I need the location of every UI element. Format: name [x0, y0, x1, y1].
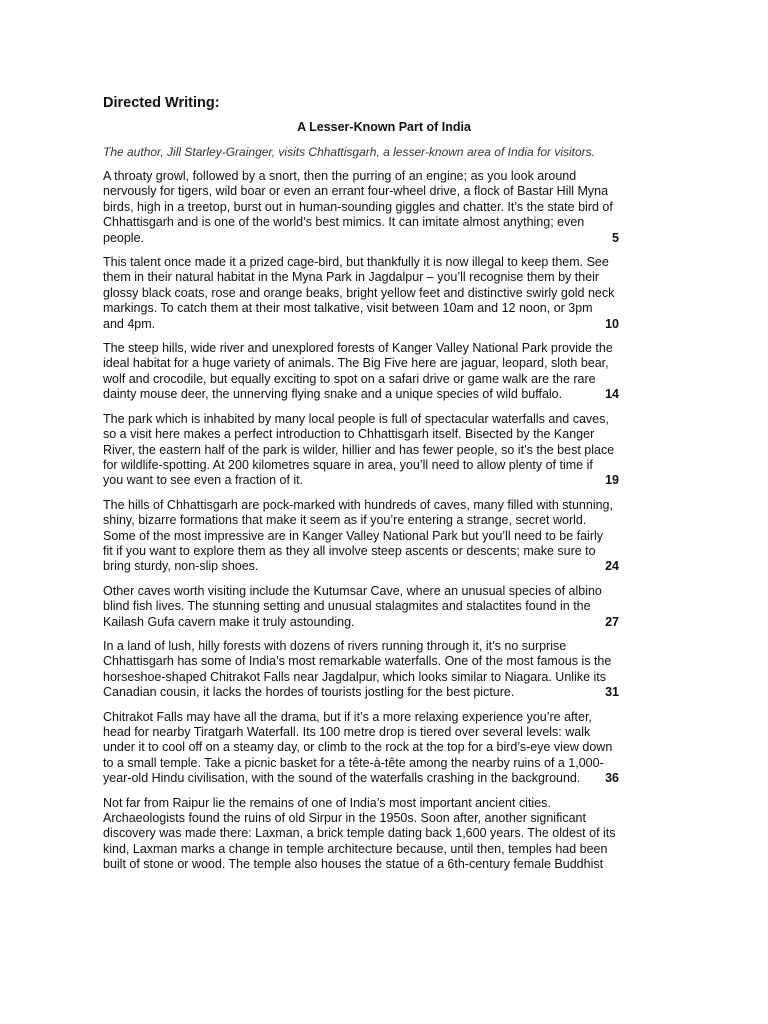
article-paragraph [103, 341, 625, 403]
text-line: ideal habitat for a huge variety of animals. The Big Five here are jaguar, leopard, sloth bear, [103, 356, 609, 371]
text-line: markings. To catch them at their most talkative, visit between 10am and 12 noon, or 3pm [103, 301, 593, 316]
text-line: dainty mouse deer, the unnerving flying snake and a unique species of wild buffalo. [103, 387, 563, 402]
article-paragraph [103, 584, 625, 630]
text-line: The hills of Chhattisgarh are pock-marked with hundreds of caves, many filled with stunning, [103, 497, 613, 512]
text-line: kind, Laxman marks a change in temple architecture because, until then, temples had been [103, 841, 608, 856]
text-line: year-old Hindu civilisation, with the sound of the waterfalls crashing in the background. [103, 771, 581, 786]
article-paragraph [103, 498, 625, 575]
text-line: River, the eastern half of the park is wilder, hillier and has fewer people, so it’s the best place [103, 442, 615, 457]
text-line: you want to see even a fraction of it. [103, 473, 304, 488]
line-number-marker: 27 [605, 614, 619, 629]
text-line: so a visit here makes a perfect introduction to Chhattisgarh itself. Bisected by the Kanger [103, 427, 595, 442]
text-line: Other caves worth visiting include the Kutumsar Cave, where an unusual species of albino [103, 583, 602, 598]
text-line: under it to cool off on a steamy day, or climb to the rock at the top for a bird’s-eye view down [103, 740, 613, 755]
text-line: birds, high in a treetop, burst out in human-sounding giggles and chatter. It’s the state bird of [103, 199, 613, 214]
text-line: head for nearby Tiratgarh Waterfall. Its 100 metre drop is tiered over several levels: walk [103, 725, 591, 739]
text-line: people. [103, 230, 145, 245]
text-line: Not far from Raipur lie the remains of one of India’s most important ancient cities. [103, 795, 551, 810]
text-line: for wildlife-spotting. At 200 kilometres square in area, you’ll need to allow plenty of time if [103, 457, 593, 472]
text-line: to a small temple. Take a picnic basket for a tête-à-tête among the nearby ruins of a 1,000- [103, 755, 604, 770]
text-line: The park which is inhabited by many local people is full of spectacular waterfalls and caves, [103, 411, 609, 426]
text-line: wolf and crocodile, but equally exciting to spot on a safari drive or game walk are the rare [103, 371, 596, 386]
article-paragraph [103, 255, 625, 332]
line-number-marker: 19 [605, 473, 619, 488]
text-line: discovery was made there: Laxman, a brick temple dating back 1,600 years. The oldest of its [103, 826, 616, 841]
text-line: nervously for tigers, wild boar or even an errant four-wheel drive, a flock of Bastar Hill Myna [103, 184, 609, 199]
text-line: bring sturdy, non-slip shoes. [103, 559, 259, 574]
section-heading: Directed Writing: [103, 95, 220, 111]
text-line: Canadian cousin, it lacks the hordes of tourists jostling for the best picture. [103, 685, 515, 700]
article-paragraph [103, 412, 625, 489]
text-line: them in their natural habitat in the Myna Park in Jagdalpur – you’ll recognise them by their [103, 270, 600, 285]
text-line: shiny, bizarre formations that make it seem as if you’re entering a strange, secret world. [103, 513, 587, 528]
text-line: The steep hills, wide river and unexplored forests of Kanger Valley National Park provide the [103, 341, 613, 356]
line-number-marker: 31 [605, 685, 619, 700]
text-line: A throaty growl, followed by a snort, then the purring of an engine; as you look around [103, 169, 577, 183]
text-line: Some of the most impressive are in Kanger Valley National Park but you’ll need to be fairly [103, 528, 604, 543]
text-line: In a land of lush, hilly forests with dozens of rivers running through it, it’s no surprise [103, 638, 567, 653]
text-line: Archaeologists found the ruins of old Sirpur in the 1950s. Soon after, another significant [103, 811, 586, 826]
text-line: built of stone or wood. The temple also houses the statue of a 6th-century female Buddhist [103, 857, 604, 872]
line-number-marker: 5 [612, 230, 619, 245]
text-line: fit if you want to explore them as they all involve steep ascents or descents; make sure to [103, 543, 596, 558]
text-line: Chhattisgarh and is one of the world’s best mimics. It can imitate almost anything; even [103, 215, 585, 230]
text-line: glossy black coats, rose and orange beaks, bright yellow feet and distinctive swirly gold neck [103, 285, 615, 300]
article-body [103, 169, 625, 882]
text-line: horseshoe-shaped Chitrakot Falls near Jagdalpur, which looks similar to Niagara. Unlike its [103, 669, 607, 684]
text-line: This talent once made it a prized cage-bird, but thankfully it is now illegal to keep them. See [103, 255, 609, 270]
text-line: blind fish lives. The stunning setting and unusual stalagmites and stalactites found in the [103, 599, 591, 614]
article-title: A Lesser-Known Part of India [297, 120, 471, 134]
text-line: Chitrakot Falls may have all the drama, but if it’s a more relaxing experience you’re after, [103, 709, 592, 724]
line-number-marker: 14 [605, 387, 619, 402]
article-paragraph [103, 639, 625, 701]
article-paragraph [103, 796, 625, 873]
text-line: and 4pm. [103, 316, 156, 331]
article-intro: The author, Jill Starley-Grainger, visits Chhattisgarh, a lesser-known area of India for visitors. [103, 145, 595, 159]
line-number-marker: 36 [605, 771, 619, 786]
article-paragraph [103, 169, 625, 246]
line-number-marker: 10 [605, 316, 619, 331]
text-line: Kailash Gufa cavern make it truly astounding. [103, 614, 355, 629]
article-paragraph [103, 710, 625, 787]
text-line: Chhattisgarh has some of India’s most remarkable waterfalls. One of the most famous is the [103, 654, 612, 669]
line-number-marker: 24 [605, 559, 619, 574]
